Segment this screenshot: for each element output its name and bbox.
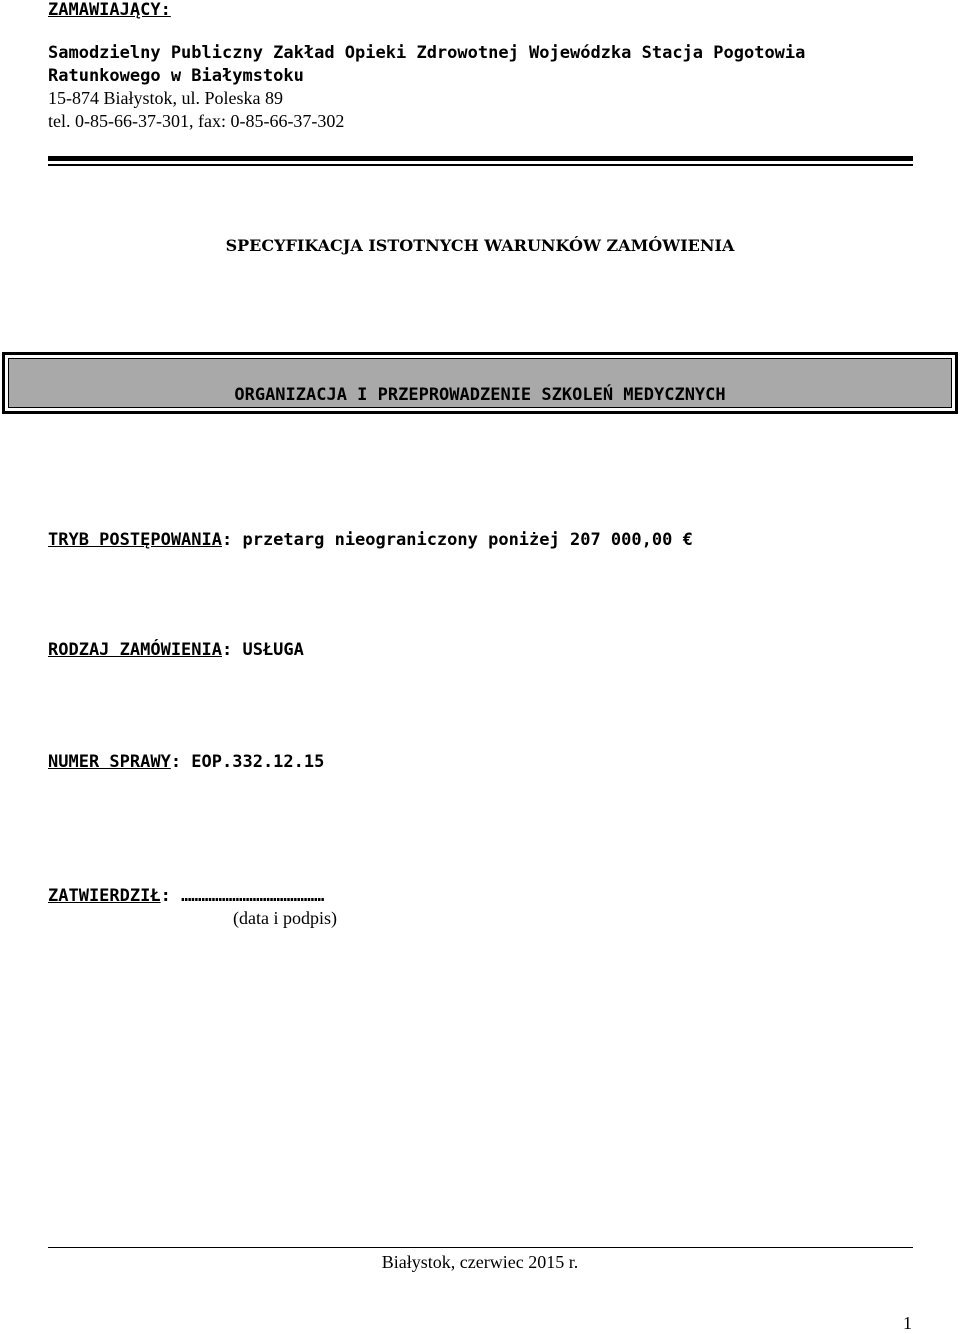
approval-label: ZATWIERDZIŁ <box>48 886 161 906</box>
order-type-value: : USŁUGA <box>222 640 304 660</box>
org-phone: tel. 0-85-66-37-301, fax: 0-85-66-37-302 <box>48 111 345 131</box>
case-number-line <box>48 752 324 772</box>
order-type-line <box>48 640 304 660</box>
signature-hint: (data i podpis) <box>233 908 337 928</box>
case-number-value: : EOP.332.12.15 <box>170 752 325 772</box>
procedure-line <box>48 530 693 550</box>
procedure-label: TRYB POSTĘPOWANIA <box>48 530 222 550</box>
procedure-value: : przetarg nieograniczony poniżej 207 000,00 € <box>222 530 693 550</box>
document-title: SPECYFIKACJA ISTOTNYCH WARUNKÓW ZAMÓWIENIA <box>225 236 735 255</box>
case-number-label: NUMER SPRAWY <box>48 752 171 772</box>
subject-title: ORGANIZACJA I PRZEPROWADZENIE SZKOLEŃ MEDYCZNYCH <box>234 385 726 405</box>
header-divider-thin <box>48 164 913 166</box>
approval-line <box>48 886 324 906</box>
footer-divider <box>48 1247 913 1248</box>
page-number: 1 <box>903 1313 912 1333</box>
org-name-line2: Ratunkowego w Białymstoku <box>48 66 304 86</box>
order-type-label: RODZAJ ZAMÓWIENIA <box>48 640 222 660</box>
header-divider-thick <box>48 156 913 161</box>
org-address: 15-874 Białystok, ul. Poleska 89 <box>48 88 283 108</box>
footer-place-date: Białystok, czerwiec 2015 r. <box>381 1252 579 1272</box>
buyer-label: ZAMAWIAJĄCY: <box>48 0 171 20</box>
approval-value: : …………………………………… <box>160 886 325 906</box>
org-name-line1: Samodzielny Publiczny Zakład Opieki Zdrowotnej Wojewódzka Stacja Pogotowia <box>48 43 806 63</box>
